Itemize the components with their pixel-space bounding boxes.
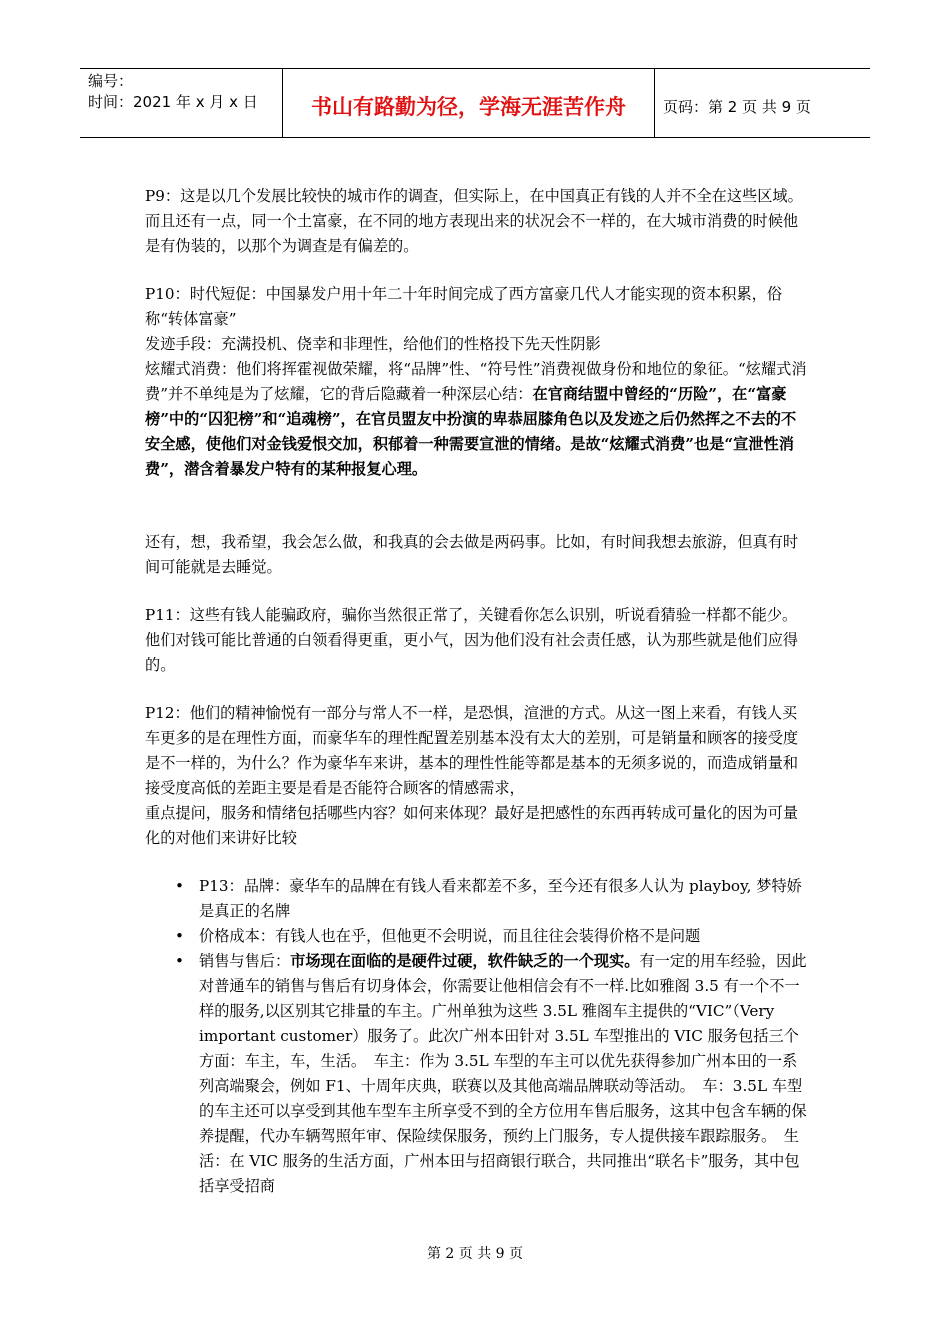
header-page-info: 页码：第 2 页 共 9 页 [663,97,811,116]
list-item-text: 价格成本：有钱人也在乎，但他更不会明说，而且往往会装得价格不是问题 [199,927,701,945]
list-item [145,949,810,1199]
document-date: 时间：2021 年 x 月 x 日 [88,93,258,111]
list-item [145,924,810,949]
bullet-icon: • [175,927,184,945]
bullet-icon: • [175,877,184,895]
bullet-icon: • [175,952,184,970]
paragraph-p12-question: 重点提问，服务和情绪包括哪些内容？如何来体现？最好是把感性的东西再转成可量化的因为可量化的对他们来讲好比较 [145,804,799,847]
list-item-text: P13：品牌：豪华车的品牌在有钱人看来都差不多，至今还有很多人认为 playboy, 梦特娇是真正的名牌 [199,877,802,920]
paragraph-p9: P9：这是以几个发展比较快的城市作的调查，但实际上，在中国真正有钱的人并不全在这些区域。而且还有一点，同一个土富豪，在不同的地方表现出来的状况会不一样的，在大城市消费的时候他是有伪装的，以那个为调查是有偏差的。 [145,187,803,255]
paragraph-p10-origin: 发迹手段：充满投机、侥幸和非理性，给他们的性格投下先天性阴影 [145,335,601,353]
page-footer: 第 2 页 共 9 页 [426,1246,524,1262]
list-item-text: 有一定的用车经验，因此对普通车的销售与售后有切身体会，你需要让他相信会有不一样.比如雅阁 3.5 有一个不一样的服务,以区别其它排量的车主。广州单独为这些 3.5L 雅阁车主提供的“VIC”（Very important customer）服务了。此次广州本田针对 3.5L 车型推出的 VIC 服务包括三个方面：车主，车，生活。 车主：作为 3.5L 车型的车主可以优先获得参加广州本田的一系列高端聚会，例如 F1、十周年庆典，联赛以及其他高端品牌联动等活动。 车：3.5L 车型的车主还可以享受到其他车型车主所享受不到的全方位用车售后服务，这其中包含车辆的保养提醒，代办车辆驾照年审、保险续保服务，预约上门服务，专人提供接车跟踪服务。 生活：在 VIC 服务的生活方面，广州本田与招商银行联合，共同推出“联名卡”服务，其中包括享受招商 [199,952,807,1195]
paragraph-also: 还有，想，我希望，我会怎么做，和我真的会去做是两码事。比如，有时间我想去旅游，但真有时间可能就是去睡觉。 [145,533,799,576]
header-meta [80,69,283,137]
page-header [80,68,870,138]
paragraph-p10-consumption-emphasis: 在官商结盟中曾经的“历险”，在“富豪榜”中的“囚犯榜”和“追魂榜”，在官员盟友中扮演的卑恭屈膝角色以及发迹之后仍然挥之不去的不安全感，使他们对金钱爱恨交加，积郁着一种需要宣泄的情绪。是故“炫耀式消费”也是“宣泄性消费”，潜含着暴发户特有的某种报复心理。 [145,385,797,478]
paragraph-p10-consumption-text: 炫耀式消费：他们将挥霍视做荣耀，将“品牌”性、“符号性”消费视做身份和地位的象征。“炫耀式消费”并不单纯是为了炫耀，它的背后隐藏着一种深层心结： [145,360,807,403]
paragraph-p10: P10：时代短促：中国暴发户用十年二十年时间完成了西方富豪几代人才能实现的资本积累，俗称“转体富豪” [145,285,783,328]
bullet-list [145,874,810,1199]
paragraph-p10-consumption [145,357,810,482]
paragraph-p12: P12：他们的精神愉悦有一部分与常人不一样，是恐惧，渲泄的方式。从这一图上来看，有钱人买车更多的是在理性方面，而豪华车的理性配置差别基本没有太大的差别，可是销量和顾客的接受度是不一样的，为什么？作为豪华车来讲，基本的理性性能等都是基本的无须多说的，而造成销量和接受度高低的差距主要是看是否能符合顾客的情感需求， [145,704,799,797]
list-item-prefix: 销售与售后： [199,952,291,970]
paragraph-p11: P11：这些有钱人能骗政府，骗你当然很正常了，关键看你怎么识别，听说看猜验一样都不能少。他们对钱可能比普通的白领看得更重，更小气，因为他们没有社会责任感，认为那些就是他们应得的。 [145,606,799,674]
header-motto: 书山有路勤为径，学海无涯苦作舟 [283,69,655,137]
list-item-emphasis: 市场现在面临的是硬件过硬，软件缺乏的一个现实。 [290,952,640,970]
list-item [145,874,810,924]
document-number-label: 编号： [88,72,134,90]
document-body [145,184,810,1199]
